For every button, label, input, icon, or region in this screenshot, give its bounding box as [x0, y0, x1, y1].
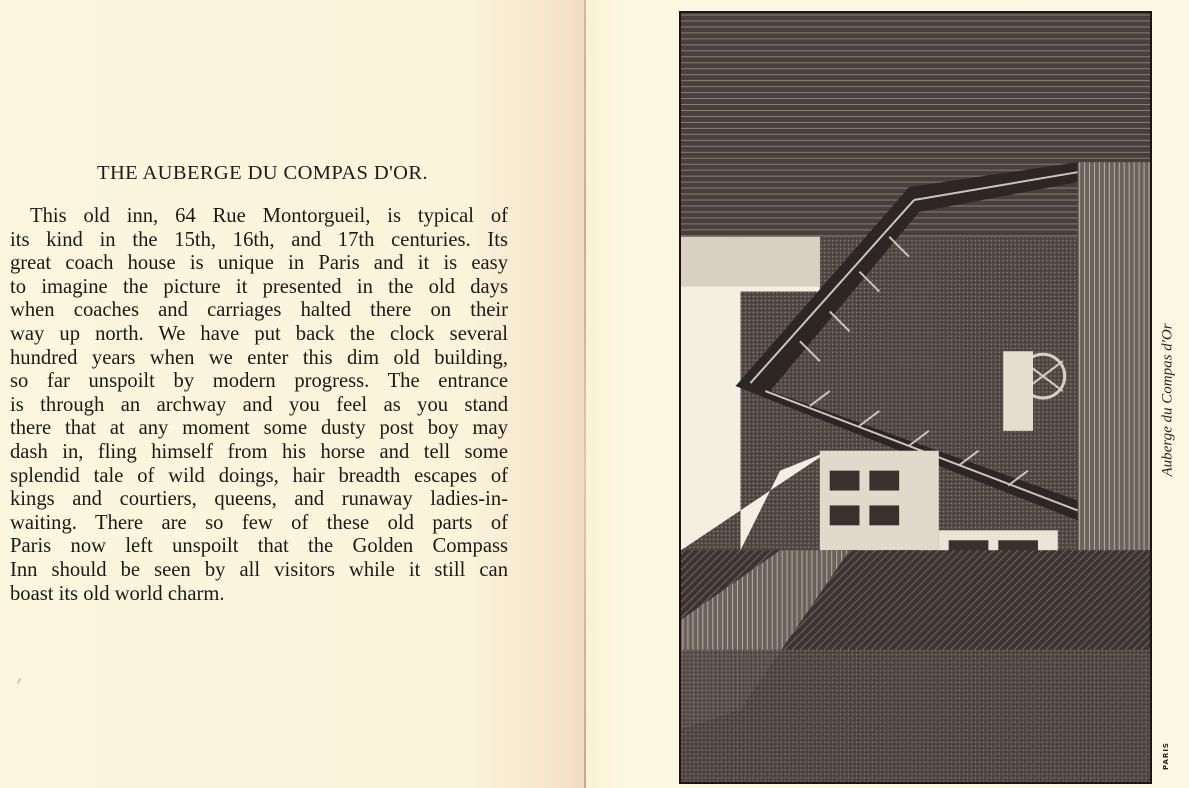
text-line: waiting. There are so few of these old parts of: [10, 511, 508, 534]
illustration-caption: Auberge du Compas d'Or: [1159, 323, 1176, 477]
text-line: its kind in the 15th, 16th, and 17th centuries. Its: [10, 228, 508, 251]
text-line: dash in, fling himself from his horse and tell some: [10, 440, 508, 463]
text-line: to imagine the picture it presented in the old days: [10, 275, 508, 298]
text-line: This old inn, 64 Rue Montorgueil, is typical of: [30, 205, 508, 227]
text-line: boast its old world charm.: [10, 582, 225, 605]
text-line: kings and courtiers, queens, and runaway ladies-in-: [10, 488, 508, 511]
body-paragraph: [10, 205, 508, 606]
text-line: Paris now left unspoilt that the Golden Compass: [10, 535, 508, 558]
text-line: great coach house is unique in Paris and it is easy: [10, 252, 508, 275]
woodcut-image-icon: [681, 13, 1150, 782]
paper-mark: [17, 678, 21, 684]
text-line: hundred years when we enter this dim old building,: [10, 346, 508, 369]
text-line: when coaches and carriages halted there on their: [10, 299, 508, 322]
text-line: so far unspoilt by modern progress. The entrance: [10, 370, 508, 393]
text-line: way up north. We have put back the clock several: [10, 322, 508, 345]
woodcut-illustration: [679, 11, 1152, 784]
text-line: there that at any moment some dusty post boy may: [10, 417, 508, 440]
imprint-mark: PARIS: [1162, 742, 1170, 770]
text-line: is through an archway and you feel as you stand: [10, 393, 508, 416]
left-page: [0, 0, 586, 788]
text-line: splendid tale of wild doings, hair breadth escapes of: [10, 464, 508, 487]
text-line: Inn should be seen by all visitors while it still can: [10, 558, 508, 581]
chapter-title: THE AUBERGE DU COMPAS D'OR.: [97, 162, 428, 184]
